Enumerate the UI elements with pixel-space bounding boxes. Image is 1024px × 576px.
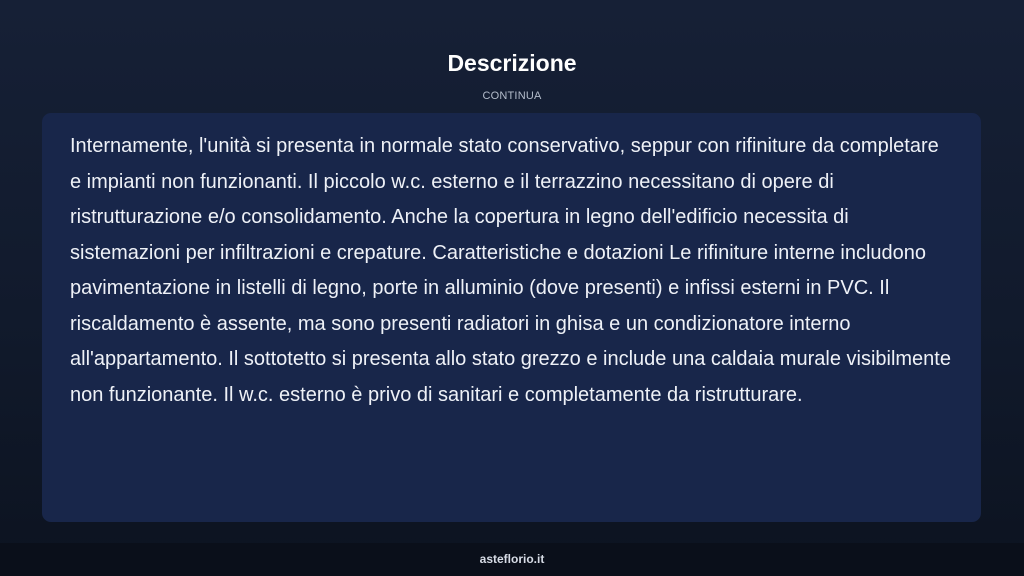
page-title: Descrizione <box>447 50 577 76</box>
description-text: Internamente, l'unità si presenta in normale stato conservativo, seppur con rifiniture da completare e impianti non funzionanti. Il piccolo w.c. esterno e il terrazzino necessitano di opere di ristrutturazione e/o consolidamento. Anche la copertura in legno dell'edificio necessita di sistemazioni per infiltrazioni e crepature. Caratteristiche e dotazioni Le rifiniture interne includono pavimentazione in listelli di legno, porte in alluminio (dove presenti) e infissi esterni in PVC. Il riscaldamento è assente, ma sono presenti radiatori in ghisa e un condizionatore interno all'appartamento. Il sottotetto si presenta allo stato grezzo e include una caldaia murale visibilmente non funzionante. Il w.c. esterno è privo di sanitari e completamente da ristrutturare. <box>70 135 951 406</box>
continue-link[interactable]: CONTINUA <box>482 90 542 102</box>
footer-site-link[interactable]: asteflorio.it <box>479 552 545 566</box>
description-card <box>42 113 981 522</box>
